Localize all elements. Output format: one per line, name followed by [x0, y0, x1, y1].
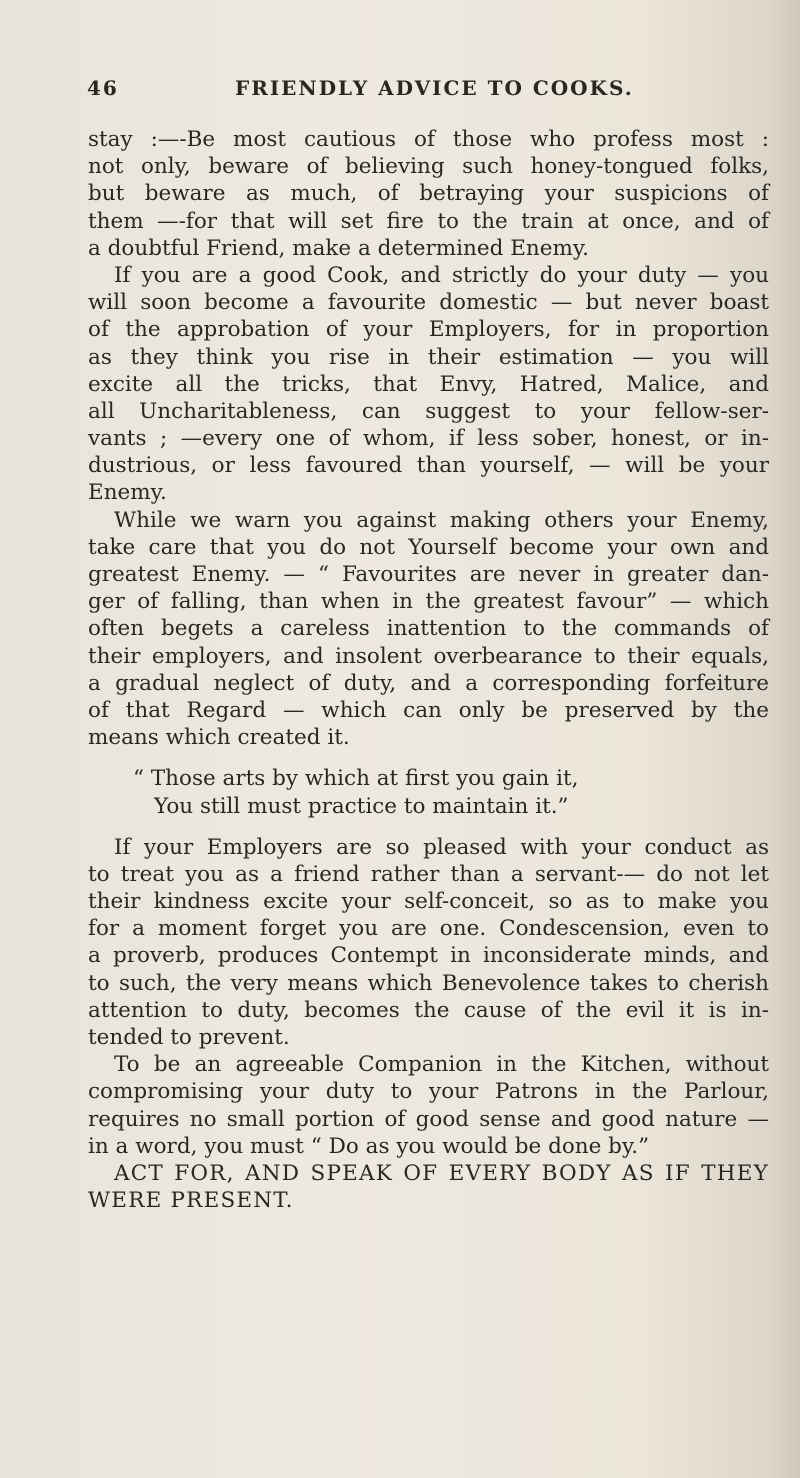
quote-line: “ Those arts by which at first you gain it,	[133, 766, 579, 792]
body-text	[88, 126, 769, 1214]
text-line: their employers, and insolent overbearance to their equals,	[88, 643, 769, 669]
text-line: stay :—-Be most cautious of those who profess most :	[88, 127, 769, 152]
text-line: tended to prevent.	[88, 1025, 290, 1050]
text-line: a doubtful Friend, make a determined Enemy.	[88, 235, 589, 261]
spacer	[88, 820, 769, 834]
text-line: to treat you as a friend rather than a servant-— do not let	[88, 861, 769, 887]
text-line: If you are a good Cook, and strictly do your duty — you	[114, 262, 769, 288]
text-line: a proverb, produces Contempt in inconsiderate minds, and	[88, 943, 769, 969]
text-line: of the approbation of your Employers, for in proportion	[88, 317, 769, 343]
text-line: as they think you rise in their estimation — you will	[88, 344, 769, 370]
text-line: often begets a careless inattention to the commands of	[88, 616, 769, 642]
text-line: If your Employers are so pleased with your conduct as	[114, 834, 769, 860]
text-line: but beware as much, of betraying your suspicions of	[88, 181, 769, 207]
text-line: them —-for that will set fire to the train at once, and of	[88, 208, 769, 234]
text-line: While we warn you against making others your Enemy,	[114, 507, 769, 533]
page-number: 46	[87, 76, 119, 100]
text-line: all Uncharitableness, can suggest to your fellow-ser-	[88, 398, 769, 424]
text-line: will soon become a favourite domestic — but never boast	[88, 290, 769, 316]
text-line: Enemy.	[88, 480, 167, 506]
text-line: ACT FOR, AND SPEAK OF EVERY BODY AS IF THEY	[114, 1160, 769, 1186]
text-line: attention to duty, becomes the cause of the evil it is in-	[88, 997, 769, 1023]
running-title: FRIENDLY ADVICE TO COOKS.	[235, 76, 634, 100]
text-line: to such, the very means which Benevolence takes to cherish	[88, 970, 769, 996]
text-line: ger of falling, than when in the greatest favour” — which	[88, 589, 769, 615]
text-line: for a moment forget you are one. Condescension, even to	[88, 916, 769, 942]
text-line: To be an agreeable Companion in the Kitchen, without	[114, 1052, 769, 1078]
text-line: requires no small portion of good sense and good nature —	[88, 1106, 769, 1132]
text-line: compromising your duty to your Patrons in the Parlour,	[88, 1079, 769, 1105]
text-line: of that Regard — which can only be preserved by the	[88, 697, 769, 723]
page-header	[87, 76, 767, 110]
text-line: greatest Enemy. — “ Favourites are never in greater dan-	[88, 562, 769, 587]
text-line: means which created it.	[88, 725, 350, 751]
quote-line: You still must practice to maintain it.”	[154, 793, 569, 819]
text-line: take care that you do not Yourself become your own and	[88, 534, 769, 560]
text-line: not only, beware of believing such honey-tongued folks,	[88, 154, 769, 180]
text-line: WERE PRESENT.	[88, 1188, 294, 1214]
text-line: their kindness excite your self-conceit, so as to make you	[88, 889, 769, 915]
text-line: a gradual neglect of duty, and a corresponding forfeiture	[88, 670, 769, 696]
text-line: vants ; —every one of whom, if less sober, honest, or in-	[88, 426, 769, 452]
text-line: in a word, you must “ Do as you would be done by.”	[88, 1133, 650, 1159]
spacer	[88, 751, 769, 765]
text-line: dustrious, or less favoured than yourself, — will be your	[88, 453, 769, 479]
text-line: excite all the tricks, that Envy, Hatred, Malice, and	[88, 371, 769, 397]
